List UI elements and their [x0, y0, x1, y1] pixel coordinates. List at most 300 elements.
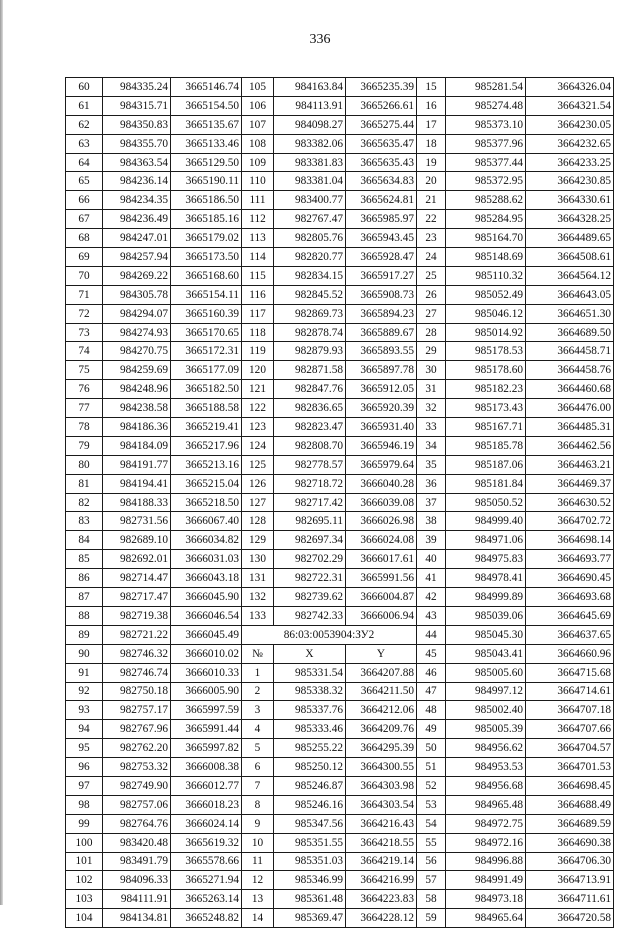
x-coordinate: 985246.87	[274, 776, 346, 795]
x-coordinate: 985246.16	[274, 795, 346, 814]
y-coordinate: 3665931.40	[346, 418, 417, 437]
x-coordinate: 982823.47	[274, 418, 346, 437]
x-coordinate: 984972.75	[446, 814, 526, 833]
column-header: №	[242, 644, 274, 663]
x-coordinate: 985178.53	[446, 342, 526, 361]
point-number: 11	[242, 852, 274, 871]
x-coordinate: 982778.57	[274, 455, 346, 474]
point-number: 6	[242, 758, 274, 777]
y-coordinate: 3664689.59	[526, 814, 614, 833]
point-number: 109	[242, 153, 274, 172]
y-coordinate: 3664212.06	[346, 701, 417, 720]
y-coordinate: 3665186.50	[171, 191, 242, 210]
x-coordinate: 984956.62	[446, 739, 526, 758]
point-number: 38	[417, 512, 446, 531]
point-number: 81	[66, 474, 103, 493]
table-row	[66, 153, 614, 172]
point-number: 94	[66, 720, 103, 739]
point-number: 91	[66, 663, 103, 682]
x-coordinate: 985333.46	[274, 720, 346, 739]
x-coordinate: 982869.73	[274, 304, 346, 323]
y-coordinate: 3666046.54	[171, 606, 242, 625]
y-coordinate: 3664211.50	[346, 682, 417, 701]
scan-edge	[0, 0, 3, 905]
y-coordinate: 3664690.45	[526, 569, 614, 588]
x-coordinate: 982719.38	[103, 606, 171, 625]
y-coordinate: 3665146.74	[171, 78, 242, 97]
y-coordinate: 3665912.05	[346, 380, 417, 399]
x-coordinate: 985346.99	[274, 871, 346, 890]
point-number: 115	[242, 266, 274, 285]
x-coordinate: 983420.48	[103, 833, 171, 852]
point-number: 14	[242, 909, 274, 928]
x-coordinate: 982692.01	[103, 550, 171, 569]
y-coordinate: 3666039.08	[346, 493, 417, 512]
point-number: 117	[242, 304, 274, 323]
y-coordinate: 3666017.61	[346, 550, 417, 569]
y-coordinate: 3665893.55	[346, 342, 417, 361]
point-number: 118	[242, 323, 274, 342]
y-coordinate: 3665997.59	[171, 701, 242, 720]
x-coordinate: 983491.79	[103, 852, 171, 871]
y-coordinate: 3664702.72	[526, 512, 614, 531]
x-coordinate: 982714.47	[103, 569, 171, 588]
point-number: 33	[417, 418, 446, 437]
table-row	[66, 814, 614, 833]
table-row	[66, 588, 614, 607]
x-coordinate: 982808.70	[274, 436, 346, 455]
y-coordinate: 3664645.69	[526, 606, 614, 625]
x-coordinate: 982722.31	[274, 569, 346, 588]
point-number: 105	[242, 78, 274, 97]
x-coordinate: 985351.55	[274, 833, 346, 852]
point-number: 96	[66, 758, 103, 777]
x-coordinate: 982753.32	[103, 758, 171, 777]
y-coordinate: 3666012.77	[171, 776, 242, 795]
y-coordinate: 3664463.21	[526, 455, 614, 474]
x-coordinate: 982871.58	[274, 361, 346, 380]
table-row	[66, 115, 614, 134]
point-number: 125	[242, 455, 274, 474]
x-coordinate: 985002.40	[446, 701, 526, 720]
y-coordinate: 3664660.96	[526, 644, 614, 663]
table-row	[66, 795, 614, 814]
x-coordinate: 985361.48	[274, 890, 346, 909]
point-number: 16	[417, 96, 446, 115]
x-coordinate: 982757.06	[103, 795, 171, 814]
x-coordinate: 984956.68	[446, 776, 526, 795]
point-number: 121	[242, 380, 274, 399]
y-coordinate: 3665889.67	[346, 323, 417, 342]
x-coordinate: 985284.95	[446, 210, 526, 229]
x-coordinate: 985347.56	[274, 814, 346, 833]
table-row	[66, 625, 614, 644]
table-row	[66, 682, 614, 701]
y-coordinate: 3666026.98	[346, 512, 417, 531]
x-coordinate: 984953.53	[446, 758, 526, 777]
x-coordinate: 985337.76	[274, 701, 346, 720]
point-number: 101	[66, 852, 103, 871]
point-number: 70	[66, 266, 103, 285]
y-coordinate: 3664715.68	[526, 663, 614, 682]
y-coordinate: 3664216.99	[346, 871, 417, 890]
x-coordinate: 982805.76	[274, 229, 346, 248]
y-coordinate: 3664643.05	[526, 285, 614, 304]
y-coordinate: 3665188.58	[171, 399, 242, 418]
x-coordinate: 984186.36	[103, 418, 171, 437]
x-coordinate: 984315.71	[103, 96, 171, 115]
point-number: 22	[417, 210, 446, 229]
y-coordinate: 3665578.66	[171, 852, 242, 871]
x-coordinate: 982702.29	[274, 550, 346, 569]
y-coordinate: 3664462.56	[526, 436, 614, 455]
x-coordinate: 982767.47	[274, 210, 346, 229]
point-number: 120	[242, 361, 274, 380]
point-number: 130	[242, 550, 274, 569]
point-number: 19	[417, 153, 446, 172]
y-coordinate: 3664232.65	[526, 134, 614, 153]
point-number: 103	[66, 890, 103, 909]
y-coordinate: 3666008.38	[171, 758, 242, 777]
y-coordinate: 3664707.66	[526, 720, 614, 739]
y-coordinate: 3665170.65	[171, 323, 242, 342]
x-coordinate: 985185.78	[446, 436, 526, 455]
point-number: 104	[66, 909, 103, 928]
y-coordinate: 3664564.12	[526, 266, 614, 285]
x-coordinate: 984269.22	[103, 266, 171, 285]
x-coordinate: 982731.56	[103, 512, 171, 531]
y-coordinate: 3664714.61	[526, 682, 614, 701]
point-number: 114	[242, 248, 274, 267]
y-coordinate: 3664707.18	[526, 701, 614, 720]
x-coordinate: 985373.10	[446, 115, 526, 134]
y-coordinate: 3666018.23	[171, 795, 242, 814]
x-coordinate: 984111.91	[103, 890, 171, 909]
y-coordinate: 3665917.27	[346, 266, 417, 285]
x-coordinate: 982746.32	[103, 644, 171, 663]
y-coordinate: 3665619.32	[171, 833, 242, 852]
point-number: 31	[417, 380, 446, 399]
x-coordinate: 982878.74	[274, 323, 346, 342]
y-coordinate: 3664689.50	[526, 323, 614, 342]
y-coordinate: 3665235.39	[346, 78, 417, 97]
point-number: 5	[242, 739, 274, 758]
table-row	[66, 380, 614, 399]
y-coordinate: 3664218.55	[346, 833, 417, 852]
x-coordinate: 982742.33	[274, 606, 346, 625]
y-coordinate: 3666043.18	[171, 569, 242, 588]
y-coordinate: 3664295.39	[346, 739, 417, 758]
x-coordinate: 984184.09	[103, 436, 171, 455]
y-coordinate: 3664223.83	[346, 890, 417, 909]
x-coordinate: 985005.39	[446, 720, 526, 739]
point-number: 8	[242, 795, 274, 814]
table-row	[66, 776, 614, 795]
point-number: 89	[66, 625, 103, 644]
point-number: 73	[66, 323, 103, 342]
table-row	[66, 493, 614, 512]
x-coordinate: 984335.24	[103, 78, 171, 97]
x-coordinate: 985351.03	[274, 852, 346, 871]
y-coordinate: 3664485.31	[526, 418, 614, 437]
point-number: 32	[417, 399, 446, 418]
y-coordinate: 3665624.81	[346, 191, 417, 210]
x-coordinate: 984191.77	[103, 455, 171, 474]
point-number: 127	[242, 493, 274, 512]
point-number: 26	[417, 285, 446, 304]
y-coordinate: 3665943.45	[346, 229, 417, 248]
point-number: 67	[66, 210, 103, 229]
point-number: 60	[66, 78, 103, 97]
y-coordinate: 3664711.61	[526, 890, 614, 909]
x-coordinate: 985181.84	[446, 474, 526, 493]
y-coordinate: 3666024.08	[346, 531, 417, 550]
x-coordinate: 984098.27	[274, 115, 346, 134]
y-coordinate: 3666031.03	[171, 550, 242, 569]
point-number: 133	[242, 606, 274, 625]
y-coordinate: 3665154.50	[171, 96, 242, 115]
point-number: 87	[66, 588, 103, 607]
y-coordinate: 3664460.68	[526, 380, 614, 399]
y-coordinate: 3665215.04	[171, 474, 242, 493]
table-row	[66, 512, 614, 531]
point-number: 59	[417, 909, 446, 928]
x-coordinate: 984997.12	[446, 682, 526, 701]
table-row	[66, 172, 614, 191]
y-coordinate: 3664637.65	[526, 625, 614, 644]
table-row	[66, 531, 614, 550]
x-coordinate: 984188.33	[103, 493, 171, 512]
x-coordinate: 985372.95	[446, 172, 526, 191]
point-number: 20	[417, 172, 446, 191]
table-row	[66, 852, 614, 871]
x-coordinate: 984270.75	[103, 342, 171, 361]
table-row	[66, 361, 614, 380]
x-coordinate: 984248.96	[103, 380, 171, 399]
y-coordinate: 3665179.02	[171, 229, 242, 248]
point-number: 64	[66, 153, 103, 172]
point-number: 100	[66, 833, 103, 852]
y-coordinate: 3664698.45	[526, 776, 614, 795]
table-row	[66, 418, 614, 437]
table-row	[66, 342, 614, 361]
section-title: 86:03:0053904:ЗУ2	[242, 625, 417, 644]
point-number: 78	[66, 418, 103, 437]
y-coordinate: 3664326.04	[526, 78, 614, 97]
x-coordinate: 985046.12	[446, 304, 526, 323]
x-coordinate: 985331.54	[274, 663, 346, 682]
point-number: 122	[242, 399, 274, 418]
x-coordinate: 984972.16	[446, 833, 526, 852]
point-number: 58	[417, 890, 446, 909]
table-row	[66, 569, 614, 588]
point-number: 97	[66, 776, 103, 795]
point-number: 123	[242, 418, 274, 437]
point-number: 44	[417, 625, 446, 644]
point-number: 74	[66, 342, 103, 361]
x-coordinate: 985050.52	[446, 493, 526, 512]
y-coordinate: 3665154.11	[171, 285, 242, 304]
x-coordinate: 982749.90	[103, 776, 171, 795]
x-coordinate: 984991.49	[446, 871, 526, 890]
y-coordinate: 3665894.23	[346, 304, 417, 323]
x-coordinate: 983381.83	[274, 153, 346, 172]
y-coordinate: 3664706.30	[526, 852, 614, 871]
x-coordinate: 985369.47	[274, 909, 346, 928]
y-coordinate: 3665217.96	[171, 436, 242, 455]
x-coordinate: 984163.84	[274, 78, 346, 97]
table-row	[66, 304, 614, 323]
x-coordinate: 982834.15	[274, 266, 346, 285]
x-coordinate: 985178.60	[446, 361, 526, 380]
y-coordinate: 3665173.50	[171, 248, 242, 267]
point-number: 102	[66, 871, 103, 890]
point-number: 76	[66, 380, 103, 399]
y-coordinate: 3664230.05	[526, 115, 614, 134]
table-row	[66, 606, 614, 625]
point-number: 131	[242, 569, 274, 588]
y-coordinate: 3664701.53	[526, 758, 614, 777]
point-number: 43	[417, 606, 446, 625]
point-number: 13	[242, 890, 274, 909]
y-coordinate: 3666034.82	[171, 531, 242, 550]
x-coordinate: 984965.64	[446, 909, 526, 928]
y-coordinate: 3665218.50	[171, 493, 242, 512]
point-number: 98	[66, 795, 103, 814]
point-number: 39	[417, 531, 446, 550]
point-number: 57	[417, 871, 446, 890]
point-number: 85	[66, 550, 103, 569]
y-coordinate: 3665133.46	[171, 134, 242, 153]
point-number: 80	[66, 455, 103, 474]
point-number: 28	[417, 323, 446, 342]
point-number: 88	[66, 606, 103, 625]
point-number: 72	[66, 304, 103, 323]
y-coordinate: 3665979.64	[346, 455, 417, 474]
x-coordinate: 984234.35	[103, 191, 171, 210]
point-number: 108	[242, 134, 274, 153]
point-number: 10	[242, 833, 274, 852]
point-number: 3	[242, 701, 274, 720]
y-coordinate: 3665991.56	[346, 569, 417, 588]
y-coordinate: 3664720.58	[526, 909, 614, 928]
table-row	[66, 229, 614, 248]
y-coordinate: 3665248.82	[171, 909, 242, 928]
point-number: 61	[66, 96, 103, 115]
point-number: 63	[66, 134, 103, 153]
y-coordinate: 3665168.60	[171, 266, 242, 285]
x-coordinate: 982689.10	[103, 531, 171, 550]
point-number: 111	[242, 191, 274, 210]
y-coordinate: 3664328.25	[526, 210, 614, 229]
point-number: 107	[242, 115, 274, 134]
y-coordinate: 3664693.77	[526, 550, 614, 569]
x-coordinate: 984978.41	[446, 569, 526, 588]
table-row	[66, 758, 614, 777]
x-coordinate: 985377.44	[446, 153, 526, 172]
table-row	[66, 78, 614, 97]
point-number: 9	[242, 814, 274, 833]
point-number: 79	[66, 436, 103, 455]
x-coordinate: 985182.23	[446, 380, 526, 399]
point-number: 50	[417, 739, 446, 758]
x-coordinate: 982697.34	[274, 531, 346, 550]
y-coordinate: 3664233.25	[526, 153, 614, 172]
table-row	[66, 890, 614, 909]
point-number: 52	[417, 776, 446, 795]
x-coordinate: 983382.06	[274, 134, 346, 153]
y-coordinate: 3665177.09	[171, 361, 242, 380]
y-coordinate: 3664209.76	[346, 720, 417, 739]
y-coordinate: 3666045.49	[171, 625, 242, 644]
point-number: 132	[242, 588, 274, 607]
point-number: 95	[66, 739, 103, 758]
point-number: 84	[66, 531, 103, 550]
x-coordinate: 984134.81	[103, 909, 171, 928]
y-coordinate: 3665129.50	[171, 153, 242, 172]
y-coordinate: 3665920.39	[346, 399, 417, 418]
point-number: 35	[417, 455, 446, 474]
x-coordinate: 984238.58	[103, 399, 171, 418]
y-coordinate: 3665928.47	[346, 248, 417, 267]
point-number: 7	[242, 776, 274, 795]
x-coordinate: 984355.70	[103, 134, 171, 153]
point-number: 37	[417, 493, 446, 512]
table-row	[66, 871, 614, 890]
y-coordinate: 3665172.31	[171, 342, 242, 361]
point-number: 116	[242, 285, 274, 304]
y-coordinate: 3664698.14	[526, 531, 614, 550]
x-coordinate: 982739.62	[274, 588, 346, 607]
table-row	[66, 701, 614, 720]
x-coordinate: 985288.62	[446, 191, 526, 210]
y-coordinate: 3665271.94	[171, 871, 242, 890]
y-coordinate: 3666004.87	[346, 588, 417, 607]
point-number: 17	[417, 115, 446, 134]
y-coordinate: 3665997.82	[171, 739, 242, 758]
x-coordinate: 982764.76	[103, 814, 171, 833]
point-number: 25	[417, 266, 446, 285]
y-coordinate: 3665635.43	[346, 153, 417, 172]
x-coordinate: 984236.49	[103, 210, 171, 229]
x-coordinate: 984194.41	[103, 474, 171, 493]
page-number: 336	[309, 32, 331, 47]
y-coordinate: 3664321.54	[526, 96, 614, 115]
point-number: 71	[66, 285, 103, 304]
y-coordinate: 3665190.11	[171, 172, 242, 191]
point-number: 126	[242, 474, 274, 493]
x-coordinate: 984259.69	[103, 361, 171, 380]
y-coordinate: 3666010.33	[171, 663, 242, 682]
y-coordinate: 3665635.47	[346, 134, 417, 153]
table-row	[66, 248, 614, 267]
y-coordinate: 3666010.02	[171, 644, 242, 663]
table-row	[66, 644, 614, 663]
point-number: 51	[417, 758, 446, 777]
x-coordinate: 985052.49	[446, 285, 526, 304]
y-coordinate: 3664219.14	[346, 852, 417, 871]
y-coordinate: 3665634.83	[346, 172, 417, 191]
point-number: 21	[417, 191, 446, 210]
y-coordinate: 3665219.41	[171, 418, 242, 437]
x-coordinate: 982757.17	[103, 701, 171, 720]
y-coordinate: 3665897.78	[346, 361, 417, 380]
x-coordinate: 984096.33	[103, 871, 171, 890]
point-number: 129	[242, 531, 274, 550]
table-row	[66, 210, 614, 229]
x-coordinate: 984257.94	[103, 248, 171, 267]
y-coordinate: 3664630.52	[526, 493, 614, 512]
